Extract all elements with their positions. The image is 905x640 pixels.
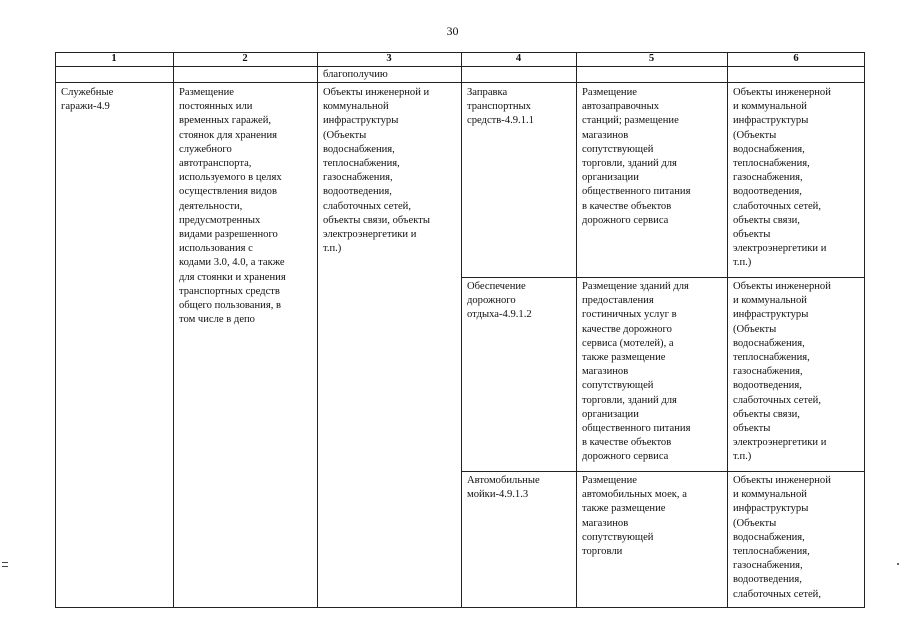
scan-artifact [2, 566, 8, 567]
page-number: 30 [446, 24, 459, 38]
subrow-2-name: Обеспечение дорожного отдыха-4.9.1.2 [467, 281, 532, 321]
subrow-3-name: Автомобильные мойки-4.9.1.3 [467, 475, 540, 501]
rule-bottom [55, 607, 865, 608]
carryover-text: благополучию [323, 69, 388, 80]
subrow-1-objects: Объекты инженерной и коммунальной инфраструктуры (Объекты водоснабжения, теплоснабжения, газоснабжения, водоотведения, слаботочных сетей, объекты связи, объекты электроэнергетики и т.п.) [733, 87, 831, 269]
subrow-3-description: Размещение автомобильных моек, а также размещение магазинов сопутствующей торговли [582, 475, 687, 558]
rule-col-4 [461, 52, 462, 608]
rule-col-3 [317, 52, 318, 608]
subrow-3-objects: Объекты инженерной и коммунальной инфраструктуры (Объекты водоснабжения, теплоснабжения, газоснабжения, водоотведения, слаботочных сетей, [733, 475, 831, 600]
subrow-2-description: Размещение зданий для предоставления гостиничных услуг в качестве дорожного сервиса (мотелей), а также размещение магазинов сопутствующей торговли, зданий для организации общественного питания в качестве объектов дорожного сервиса [582, 281, 691, 463]
header-col-1: 1 [111, 53, 117, 64]
rule-col-6 [727, 52, 728, 608]
rule-left [55, 52, 56, 608]
rule-subrow-2-bottom [461, 471, 865, 472]
header-col-4: 4 [515, 53, 522, 64]
rule-subrow-1-bottom [461, 277, 865, 278]
subrow-2-objects: Объекты инженерной и коммунальной инфраструктуры (Объекты водоснабжения, теплоснабжения, газоснабжения, водоотведения, слаботочных сетей, объекты связи, объекты электроэнергетики и т.п.) [733, 281, 831, 463]
use-name-cell: Служебные гаражи-4.9 [61, 87, 114, 113]
rule-col-5 [576, 52, 577, 608]
header-col-3: 3 [386, 53, 392, 64]
rule-col-2 [173, 52, 174, 608]
header-col-6: 6 [793, 53, 799, 64]
use-description-cell: Размещение постоянных или временных гаражей, стоянок для хранения служебного автотранспорта, используемого в целях осуществления видов деятельности, предусмотренных видами разрешенного использования с кодами 3.0, 4.0, а также для стоянки и хранения транспортных средств общего пользования, в том числе в депо [179, 87, 286, 326]
header-col-5: 5 [648, 53, 655, 64]
rule-right [864, 52, 865, 608]
subrow-1-description: Размещение автозаправочных станций; размещение магазинов сопутствующей торговли, зданий для организации общественного питания в качестве объектов дорожного сервиса [582, 87, 691, 226]
header-col-2: 2 [242, 53, 248, 64]
scan-artifact [897, 563, 899, 565]
rule-header-bottom [55, 66, 865, 67]
land-use-table [55, 52, 865, 608]
subrow-1-name: Заправка транспортных средств-4.9.1.1 [467, 87, 534, 127]
rule-carryover-bottom [55, 82, 865, 83]
auxiliary-objects-cell: Объекты инженерной и коммунальной инфраструктуры (Объекты водоснабжения, теплоснабжения, газоснабжения, водоотведения, слаботочных сетей, объекты связи, объекты электроэнергетики и т.п.) [323, 87, 430, 255]
scan-artifact [2, 562, 8, 563]
rule-top [55, 52, 865, 53]
